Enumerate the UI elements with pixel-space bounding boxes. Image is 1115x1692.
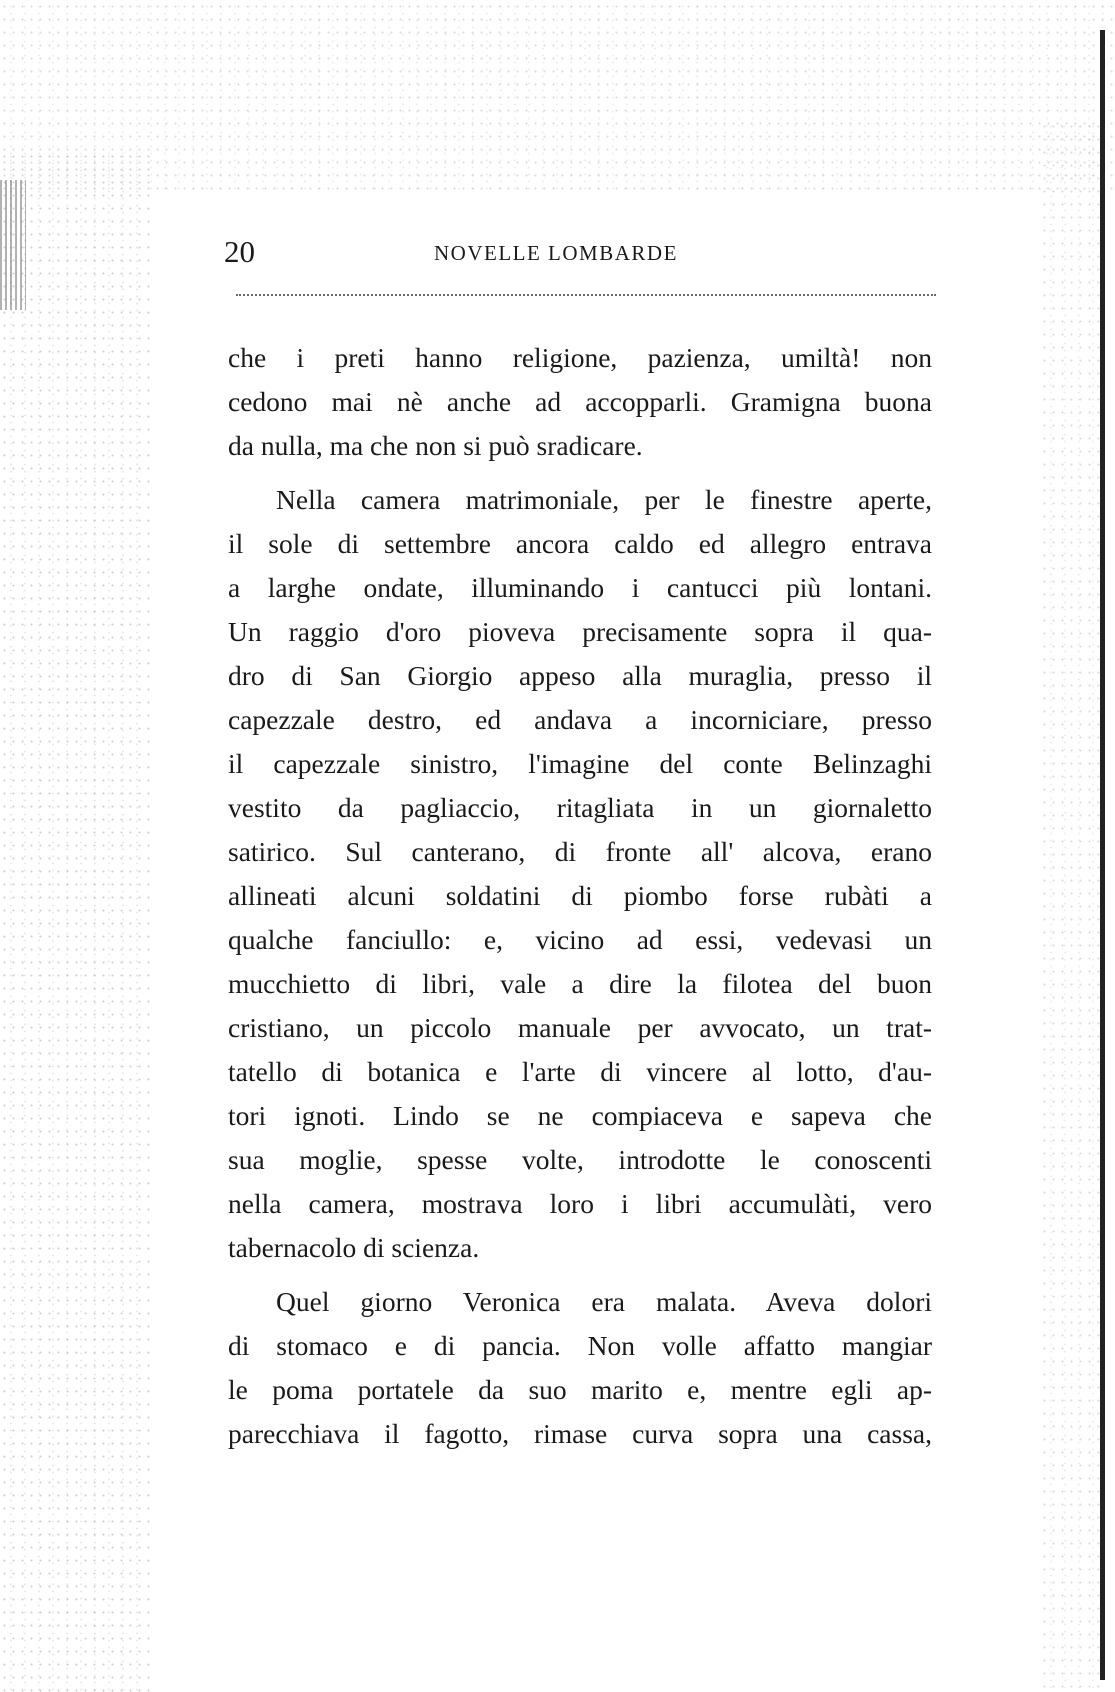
text-line: qualche fanciullo: e, vicino ad essi, vedevasi un — [228, 924, 932, 955]
body-text — [228, 336, 932, 1456]
text-line: tatello di botanica e l'arte di vincere al lotto, d'au- — [228, 1056, 932, 1087]
text-line: da nulla, ma che non si può sradicare. — [228, 430, 643, 461]
text-line: sua moglie, spesse volte, introdotte le conoscenti — [228, 1144, 932, 1175]
text-line: tori ignoti. Lindo se ne compiaceva e sapeva che — [228, 1100, 932, 1131]
text-line: satirico. Sul canterano, di fronte all' alcova, erano — [228, 836, 932, 867]
page-number: 20 — [224, 234, 255, 269]
text-line: vestito da pagliaccio, ritagliata in un giornaletto — [228, 792, 932, 823]
text-line: che i preti hanno religione, pazienza, umiltà! non — [228, 342, 932, 373]
text-line: di stomaco e di pancia. Non volle affatto mangiar — [228, 1330, 932, 1361]
text-line: dro di San Giorgio appeso alla muraglia, presso il — [228, 660, 932, 691]
text-line: parecchiava il fagotto, rimase curva sopra una cassa, — [228, 1418, 932, 1449]
text-line: cristiano, un piccolo manuale per avvocato, un trat- — [228, 1012, 932, 1043]
running-title: NOVELLE LOMBARDE — [434, 241, 678, 265]
text-line: mucchietto di libri, vale a dire la filotea del buon — [228, 968, 932, 999]
paragraph-gap — [228, 468, 932, 478]
text-line: le poma portatele da suo marito e, mentre egli ap- — [228, 1374, 932, 1405]
page-edge — [1100, 30, 1105, 1680]
page-header — [224, 232, 936, 272]
scan-blot — [0, 180, 26, 310]
text-line: Nella camera matrimoniale, per le finestre aperte, — [276, 484, 932, 515]
text-line: tabernacolo di scienza. — [228, 1232, 480, 1263]
text-line: il sole di settembre ancora caldo ed allegro entrava — [228, 528, 932, 559]
text-line: allineati alcuni soldatini di piombo forse rubàti a — [228, 880, 932, 911]
text-line: a larghe ondate, illuminando i cantucci più lontani. — [228, 572, 932, 603]
text-line: il capezzale sinistro, l'imagine del conte Belinzaghi — [228, 748, 932, 779]
text-line: cedono mai nè anche ad accopparli. Gramigna buona — [228, 386, 932, 417]
scan-noise-left-margin — [0, 150, 150, 1692]
paragraph-gap — [228, 1270, 932, 1280]
scan-noise-right-margin — [1040, 120, 1100, 1692]
text-line: nella camera, mostrava loro i libri accumulàti, vero — [228, 1188, 932, 1219]
text-line: Quel giorno Veronica era malata. Aveva dolori — [276, 1286, 932, 1317]
text-line: Un raggio d'oro pioveva precisamente sopra il qua- — [228, 616, 932, 647]
header-rule — [236, 294, 936, 296]
text-line: capezzale destro, ed andava a incorniciare, presso — [228, 704, 932, 735]
scan-noise-top — [0, 0, 1115, 190]
